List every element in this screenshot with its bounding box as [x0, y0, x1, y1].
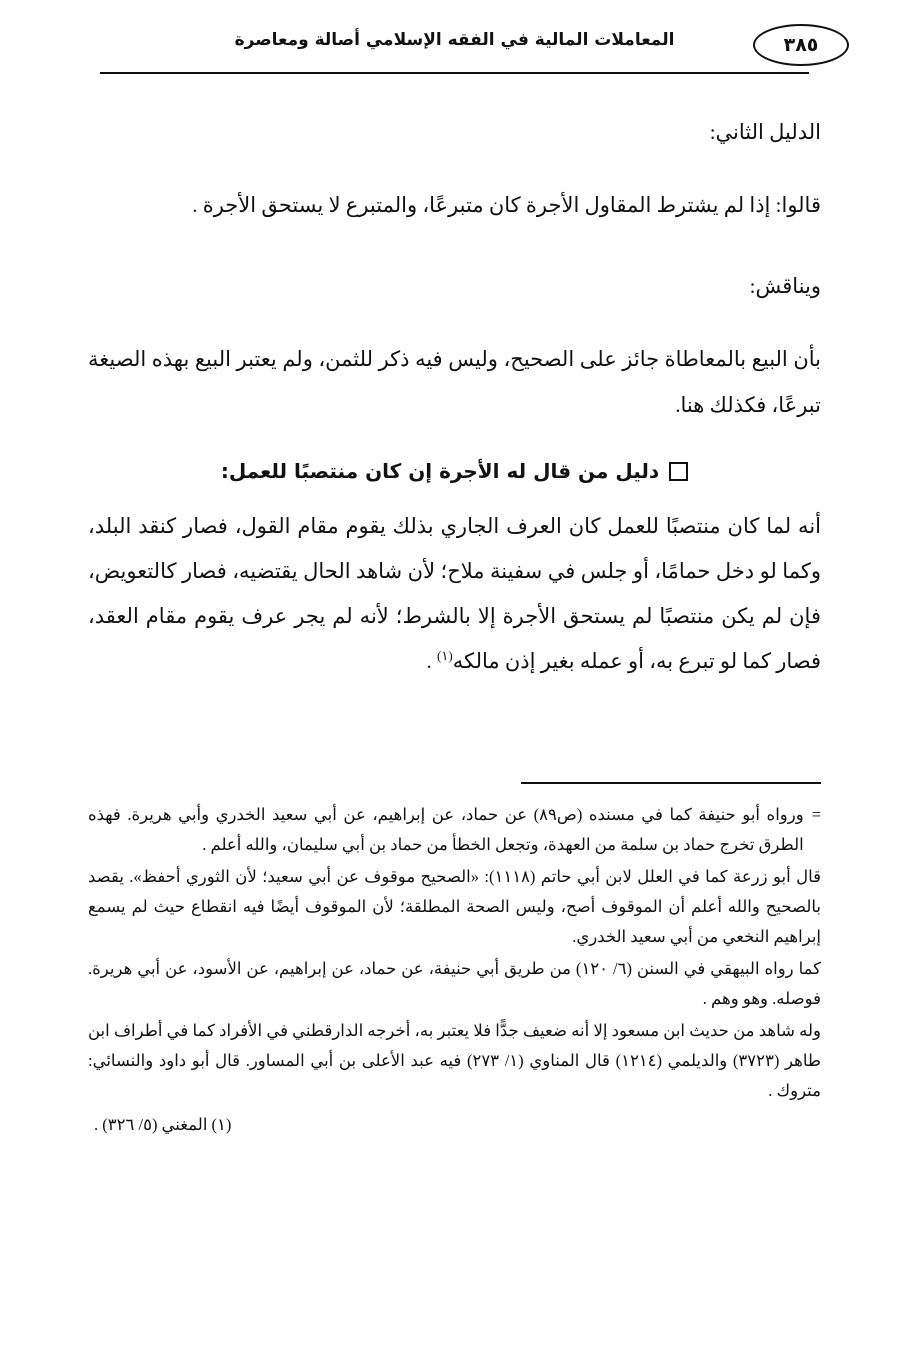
section-heading-text: دليل من قال له الأجرة إن كان منتصبًا للعمل: — [220, 458, 660, 483]
footnote-text: وله شاهد من حديث ابن مسعود إلا أنه ضعيف جدًّا فلا يعتبر به، أخرجه الدارقطني في الأفراد كما في أطراف ابن طاهر (٣٧٢٣) والديلمي (١٢١٤) قال المناوي (١/ ٢٧٣) فيه عبد الأعلى بن أبي المساور. قال أبو داود والنسائي: متروك . — [88, 1021, 821, 1101]
footnote-reference: (١) المغني (٥/ ٣٢٦) . — [94, 1115, 232, 1135]
paragraph-third-proof-end: . — [426, 649, 438, 674]
section-heading-third-proof — [88, 454, 821, 488]
footnote-item — [88, 862, 821, 952]
square-bullet-icon — [669, 462, 688, 481]
footnote-text: كما رواه البيهقي في السنن (٦/ ١٢٠) من طريق أبي حنيفة، عن حماد، عن إبراهيم، عن الأسود، عن أبي هريرة. فوصله. وهو وهم . — [88, 959, 821, 1009]
spacer — [88, 242, 821, 264]
running-head-title: المعاملات المالية في الفقه الإسلامي أصالة ومعاصرة — [234, 30, 675, 50]
footnote-marker: = — [811, 805, 821, 824]
footnote-item — [88, 954, 821, 1014]
label-second-proof: الدليل الثاني: — [709, 120, 821, 144]
label-discussion: ويناقش: — [749, 274, 821, 299]
spacer — [88, 169, 821, 183]
main-text-body — [88, 110, 821, 698]
page-number-badge: ٣٨٥ — [753, 24, 849, 66]
page-header — [100, 30, 809, 90]
footnote-text: ورواه أبو حنيفة كما في مسنده (ص٨٩) عن حماد، عن إبراهيم، عن أبي سعيد الخدري وأبي هريرة. فهذه الطرق تخرج حماد بن سلمة من العهدة، وتجعل الخطأ من حماد بن أبي سليمان، والله أعلم . — [88, 805, 804, 855]
paragraph-second-proof: قالوا: إذا لم يشترط المقاول الأجرة كان متبرعًا، والمتبرع لا يستحق الأجرة . — [192, 193, 821, 218]
footnote-text: قال أبو زرعة كما في العلل لابن أبي حاتم (١١١٨): «الصحيح موقوف عن أبي سعيد؛ لأن الثوري أحفظ». يقصد بالصحيح والله أعلم أن الموقوف أصح، وليس الصحة المطلقة؛ لأن الموقوف أيضًا فيه انقطاع حيث لم يسمع إبراهيم النخعي من أبي سعيد الخدري. — [88, 867, 821, 947]
footnote-marker-1: (١) — [437, 648, 453, 664]
paragraph-discussion: بأن البيع بالمعاطاة جائز على الصحيح، وليس فيه ذكر للثمن، ولم يعتبر البيع بهذه الصيغة تبرعًا، فكذلك هنا. — [88, 347, 821, 417]
paragraph-third-proof — [88, 504, 821, 685]
spacer — [88, 323, 821, 337]
footnote-divider — [521, 782, 821, 784]
footnote-item — [88, 800, 821, 860]
footnotes-section — [88, 782, 821, 1140]
paragraph-third-proof-text: أنه لما كان منتصبًا للعمل كان العرف الجاري بذلك يقوم مقام القول، فصار كنقد البلد، وكما لو دخل حمامًا، أو جلس في سفينة ملاح؛ لأن شاهد الحال يقتضيه، فصار كالتعويض، فإن لم يكن منتصبًا لم يستحق الأجرة إلا بالشرط؛ لأنه لم يجر عرف يقوم مقام العقد، فصار كما لو تبرع به، أو عمله بغير إذن مالكه — [88, 513, 821, 674]
footnote-item — [88, 1016, 821, 1106]
header-divider — [100, 72, 809, 74]
